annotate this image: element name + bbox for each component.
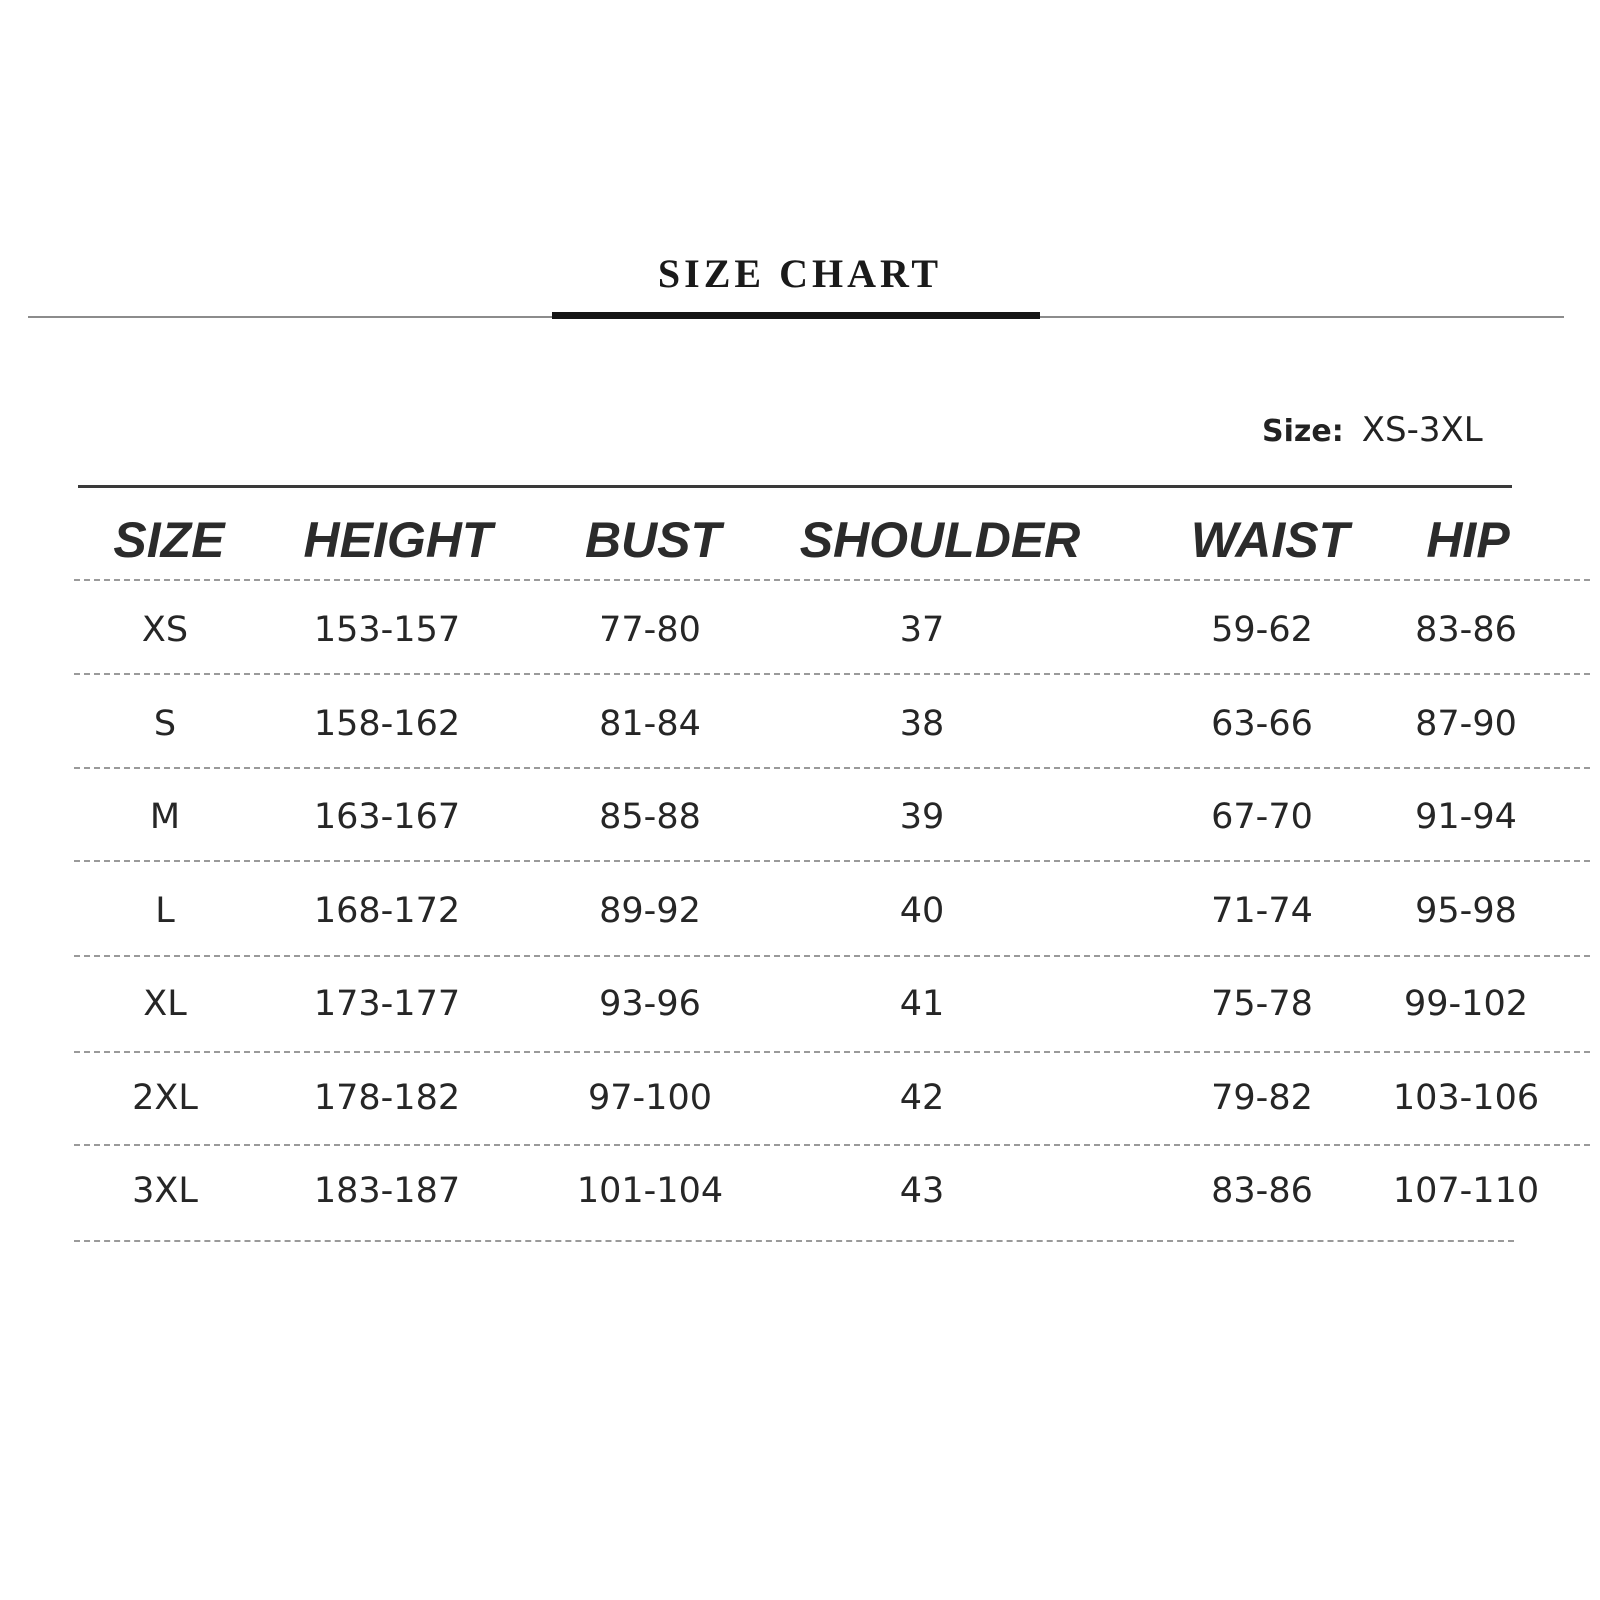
header-waist: WAIST <box>1190 512 1350 568</box>
cell-hip: 91-94 <box>1415 797 1517 837</box>
cell-hip: 83-86 <box>1415 610 1517 650</box>
cell-hip: 103-106 <box>1392 1077 1540 1118</box>
cell-size: S <box>153 703 177 744</box>
cell-shoulder: 38 <box>899 703 945 744</box>
cell-hip: 95-98 <box>1415 890 1517 931</box>
cell-size: 3XL <box>132 1171 198 1211</box>
cell-shoulder: 39 <box>899 797 945 837</box>
cell-height: 153-157 <box>313 610 461 650</box>
cell-height: 158-162 <box>313 703 461 744</box>
table-row <box>0 979 1600 1029</box>
row-divider <box>74 860 1590 862</box>
table-header-row <box>0 505 1600 575</box>
cell-waist: 75-78 <box>1211 984 1313 1024</box>
header-bust: BUST <box>584 512 722 568</box>
header-shoulder: SHOULDER <box>799 512 1081 568</box>
cell-height: 173-177 <box>313 984 461 1024</box>
table-row <box>0 605 1600 655</box>
cell-waist: 83-86 <box>1211 1171 1313 1211</box>
table-row <box>0 1073 1600 1123</box>
header-height: HEIGHT <box>303 512 493 568</box>
cell-waist: 59-62 <box>1211 610 1313 650</box>
row-divider <box>74 579 1590 581</box>
cell-size: 2XL <box>132 1077 198 1118</box>
cell-bust: 97-100 <box>588 1077 712 1118</box>
table-row <box>0 699 1600 749</box>
cell-shoulder: 41 <box>899 984 945 1024</box>
cell-waist: 79-82 <box>1211 1077 1313 1118</box>
cell-height: 183-187 <box>313 1171 461 1211</box>
row-divider <box>74 673 1590 675</box>
row-divider <box>74 1051 1590 1053</box>
cell-size: L <box>155 890 175 931</box>
cell-height: 163-167 <box>313 797 461 837</box>
cell-waist: 63-66 <box>1211 703 1313 744</box>
row-divider <box>74 1144 1590 1146</box>
table-row <box>0 886 1600 936</box>
cell-hip: 99-102 <box>1404 984 1528 1024</box>
row-divider <box>74 1240 1514 1242</box>
cell-size: XS <box>141 610 189 650</box>
cell-bust: 77-80 <box>599 610 701 650</box>
cell-bust: 85-88 <box>599 797 701 837</box>
row-divider <box>74 767 1590 769</box>
cell-waist: 71-74 <box>1211 890 1313 931</box>
cell-hip: 87-90 <box>1415 703 1517 744</box>
size-range <box>1262 408 1483 459</box>
cell-shoulder: 37 <box>899 610 945 650</box>
cell-height: 168-172 <box>313 890 461 931</box>
size-range-value: XS-3XL <box>1361 410 1483 450</box>
page-title: SIZE CHART <box>657 251 943 296</box>
table-row <box>0 792 1600 842</box>
cell-bust: 89-92 <box>599 890 701 931</box>
cell-size: M <box>149 797 181 837</box>
header-size: SIZE <box>113 512 225 568</box>
cell-shoulder: 43 <box>899 1171 945 1211</box>
cell-size: XL <box>143 984 187 1024</box>
cell-shoulder: 40 <box>899 890 945 931</box>
size-range-label: Size: <box>1262 414 1344 449</box>
header-hip: HIP <box>1426 512 1510 568</box>
cell-hip: 107-110 <box>1392 1171 1540 1211</box>
cell-bust: 93-96 <box>599 984 701 1024</box>
row-divider <box>74 955 1590 957</box>
table-row <box>0 1166 1600 1216</box>
cell-shoulder: 42 <box>899 1077 945 1118</box>
cell-height: 178-182 <box>313 1077 461 1118</box>
cell-bust: 101-104 <box>576 1171 724 1211</box>
table-top-rule <box>78 485 1512 488</box>
title-underline <box>552 312 1040 319</box>
cell-waist: 67-70 <box>1211 797 1313 837</box>
cell-bust: 81-84 <box>599 703 701 744</box>
